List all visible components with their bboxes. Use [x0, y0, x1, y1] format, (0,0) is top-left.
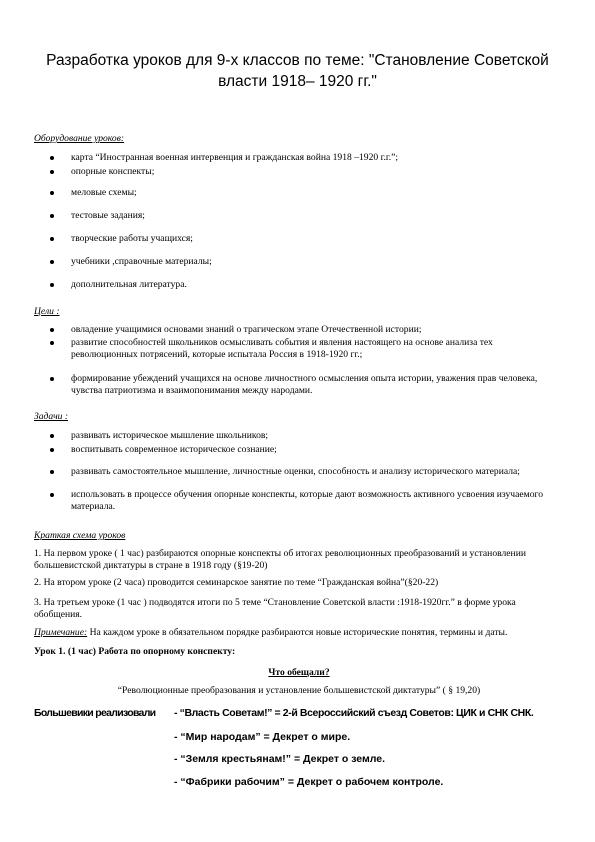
- list-item: дополнительная литература.: [71, 279, 551, 291]
- decree-line: - “Фабрики рабочим” = Декрет о рабочем контроле.: [174, 776, 444, 788]
- scheme-heading: Краткая схема уроков: [34, 530, 126, 541]
- list-item: творческие работы учащихся;: [71, 233, 551, 245]
- decree-line: - “Власть Советам!” = 2-й Всероссийский съезд Советов: ЦИК и СНК СНК.: [174, 707, 534, 719]
- bullet-icon: [50, 237, 54, 241]
- list-item: развитие способностей школьников осмысливать события и явления настоящего на основе анализа тех революционных потрясений, которые испытала Россия в 1918-1920 гг.;: [71, 337, 551, 361]
- bullet-icon: [50, 341, 54, 345]
- bullet-icon: [50, 328, 54, 332]
- bullet-icon: [50, 260, 54, 264]
- list-item: меловые схемы;: [71, 187, 551, 199]
- equipment-heading: Оборудование уроков:: [34, 133, 125, 144]
- list-item: овладение учащимися основами знаний о трагическом этапе Отечественной истории;: [71, 324, 551, 336]
- bullet-icon: [50, 214, 54, 218]
- bullet-icon: [50, 156, 54, 160]
- bullet-icon: [50, 191, 54, 195]
- bullet-icon: [50, 470, 54, 474]
- bullet-icon: [50, 434, 54, 438]
- bullet-icon: [50, 448, 54, 452]
- list-item: воспитывать современное историческое сознание;: [71, 444, 551, 456]
- lesson-subheading: Что обещали?: [268, 667, 330, 678]
- goals-heading: Цели :: [34, 306, 60, 317]
- bullet-icon: [50, 170, 54, 174]
- scheme-paragraph-1: 1. На первом уроке ( 1 час) разбираются опорные конспекты об итогах революционных преобразований и установлении большевистской диктатуры в стране в 1918 году (§19-20): [34, 548, 526, 571]
- list-item: карта “Иностранная военная интервенция и гражданская война 1918 –1920 г.г.”;: [71, 152, 551, 164]
- tasks-heading: Задачи :: [34, 411, 69, 422]
- list-item: тестовые задания;: [71, 210, 551, 222]
- lesson-heading: Урок 1. (1 час) Работа по опорному конспекту:: [34, 646, 236, 657]
- list-item: развивать самостоятельное мышление, личностные оценки, способность и анализу исторического материала;: [71, 466, 551, 478]
- bullet-icon: [50, 283, 54, 287]
- list-item: развивать историческое мышление школьников;: [71, 430, 551, 442]
- list-item: формирование убеждений учащихся на основе личностного осмысления опыта истории, уважения прав человека, чувства патриотизма и взаимопонимания между народами.: [71, 373, 551, 397]
- decree-line: - “Земля крестьянам!” = Декрет о земле.: [174, 753, 386, 765]
- decree-line: - “Мир народам” = Декрет о мире.: [174, 731, 351, 743]
- scheme-paragraph-2: 2. На втором уроке (2 часа) проводится семинарское занятие по теме “Гражданская война”(§20-22): [34, 577, 439, 588]
- note-paragraph: [34, 627, 554, 639]
- bullet-icon: [50, 377, 54, 381]
- lesson-topic: “Революционные преобразования и установление большевистской диктатуры” ( § 19,20): [117, 685, 481, 696]
- list-item: опорные конспекты;: [71, 166, 551, 178]
- scheme-paragraph-3: 3. На третьем уроке (1 час ) подводятся итоги по 5 теме “Становление Советской власти :1918-1920гг.” в форме урока обобщения.: [34, 597, 516, 620]
- decrees-left-label: Большевики реализовали: [34, 707, 156, 719]
- list-item: учебники ,справочные материалы;: [71, 256, 551, 268]
- note-label: Примечание:: [34, 627, 88, 638]
- document-title: Разработка уроков для 9-х классов по теме: "Становление Советской власти 1918– 1920 гг.": [46, 52, 549, 90]
- bullet-icon: [50, 493, 54, 497]
- note-text: На каждом уроке в обязательном порядке разбираются новые исторические понятия, термины и даты.: [87, 627, 508, 638]
- list-item: использовать в процессе обучения опорные конспекты, которые дают возможность активного усвоения изучаемого материала.: [71, 489, 551, 513]
